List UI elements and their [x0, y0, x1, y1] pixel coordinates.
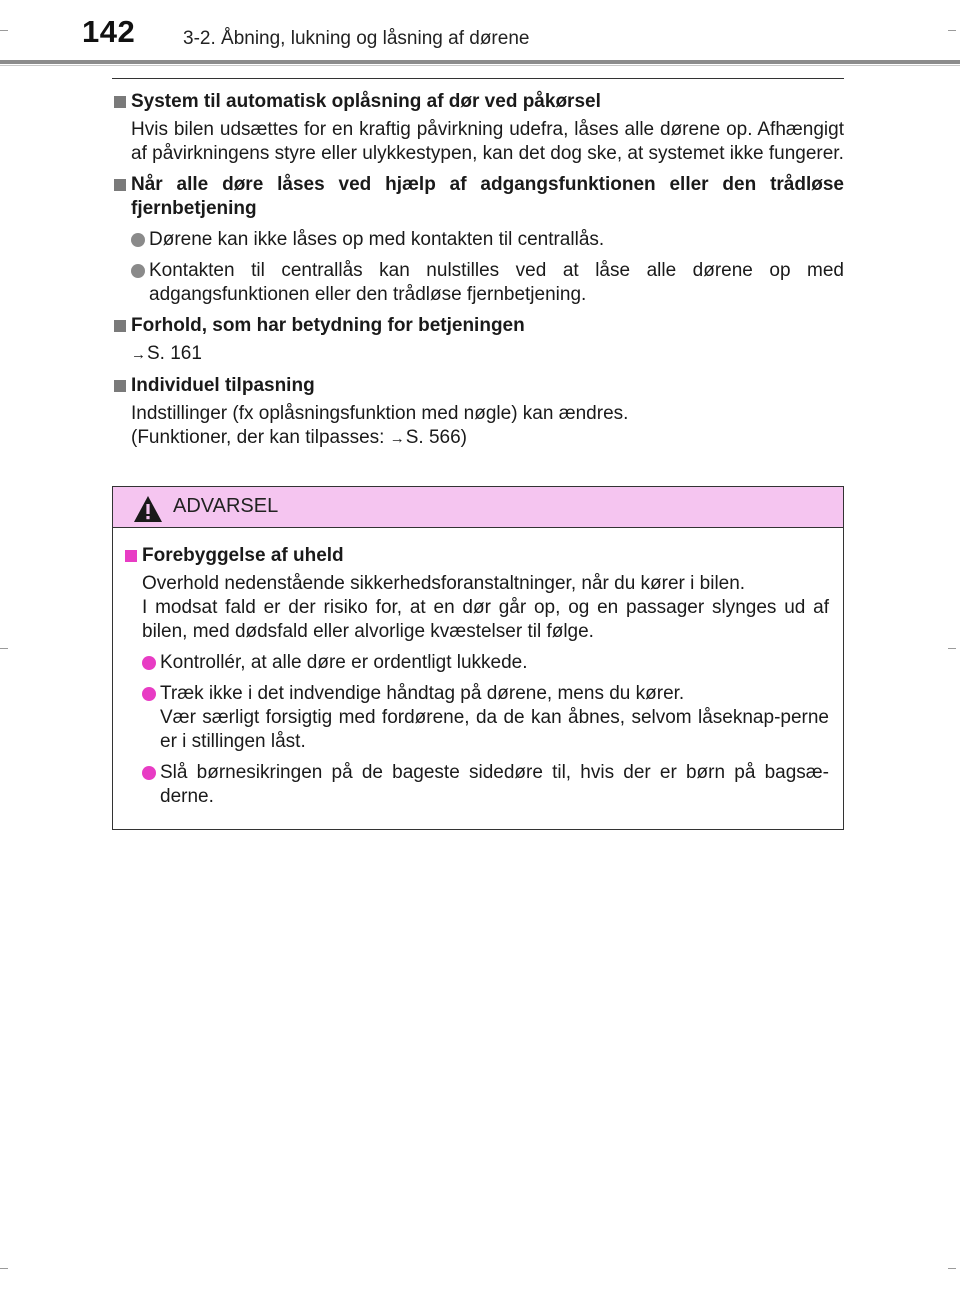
- list-item: [112, 228, 844, 252]
- warning-text-line: Overhold nedenstående sikkerhedsforanstaltninger, når du kører i bilen.: [142, 573, 746, 594]
- page-number: 142: [82, 14, 136, 49]
- page-header: [0, 0, 960, 66]
- square-bullet-icon: [114, 96, 126, 108]
- circle-bullet-icon: [142, 766, 156, 780]
- arrow-right-icon: →: [389, 430, 405, 447]
- section-lock-remote: [112, 173, 844, 307]
- page-reference-text[interactable]: S. 566): [405, 427, 468, 448]
- square-bullet-icon: [114, 179, 126, 191]
- section-heading: [112, 374, 844, 398]
- section-auto-unlock: [112, 90, 844, 166]
- section-conditions: [112, 314, 844, 367]
- warning-label: ADVARSEL: [173, 495, 279, 517]
- list-item-text: Vær særligt forsigtig med fordørene, da de kan åbnes, selvom låseknap-perne er i stillingen låst.: [160, 707, 829, 752]
- section-customization: [112, 374, 844, 451]
- section-heading: [112, 173, 844, 221]
- header-divider: [0, 60, 960, 64]
- crop-mark: [0, 30, 8, 31]
- header-divider-thin: [0, 65, 960, 66]
- circle-bullet-icon: [131, 264, 145, 278]
- section-body: [112, 402, 844, 451]
- crop-mark: [948, 1268, 956, 1269]
- page-reference[interactable]: [112, 342, 844, 367]
- square-bullet-icon: [114, 320, 126, 332]
- crop-mark: [948, 30, 956, 31]
- section-body: Hvis bilen udsættes for en kraftig påvirkning udefra, låses alle dørene op. Afhængigt af påvirkningens styre eller ulykkestypen, kan det dog ske, at systemet ikke fungerer.: [131, 119, 844, 164]
- section-heading-text: System til automatisk oplåsning af dør ved påkørsel: [131, 91, 601, 112]
- list-item-text: Træk ikke i det indvendige håndtag på dørene, mens du kører.: [160, 683, 685, 704]
- main-content: [112, 90, 844, 458]
- warning-body: [113, 528, 843, 809]
- list-item-text: Kontrollér, at alle døre er ordentligt lukkede.: [160, 652, 528, 673]
- warning-text-line: I modsat fald er der risiko for, at en dør går op, og en passager slynges ud af bilen, med dødsfald eller alvorlige kvæstelser til følge.: [142, 597, 829, 642]
- circle-bullet-icon: [142, 656, 156, 670]
- section-heading-text: Forhold, som har betydning for betjeningen: [131, 315, 525, 336]
- list-item: [123, 761, 829, 809]
- list-item-text: Kontakten til centrallås kan nulstilles ved at låse alle dørene op med adgangsfunktionen eller den trådløse fjernbetjening.: [149, 260, 844, 305]
- section-heading: [112, 90, 844, 114]
- section-body-text: (Funktioner, der kan tilpasses:: [131, 427, 390, 448]
- warning-heading: [123, 544, 829, 568]
- list-item-text: Dørene kan ikke låses op med kontakten til centrallås.: [149, 229, 605, 250]
- crop-mark: [0, 648, 8, 649]
- chapter-title: 3-2. Åbning, lukning og låsning af dørene: [183, 28, 530, 49]
- crop-mark: [948, 648, 956, 649]
- page-reference-text[interactable]: S. 161: [147, 343, 202, 364]
- circle-bullet-icon: [142, 687, 156, 701]
- square-bullet-icon: [125, 550, 137, 562]
- warning-box: [112, 486, 844, 830]
- circle-bullet-icon: [131, 233, 145, 247]
- warning-header: [113, 487, 843, 528]
- warning-heading-text: Forebyggelse af uheld: [142, 545, 344, 566]
- warning-text: [123, 572, 829, 644]
- section-heading: [112, 314, 844, 338]
- square-bullet-icon: [114, 380, 126, 392]
- list-item: [123, 651, 829, 675]
- list-item-text: Slå børnesikringen på de bageste sidedøre til, hvis der er børn på bagsæ-derne.: [160, 762, 829, 807]
- section-body-line: [131, 426, 844, 451]
- section-heading-text: Individuel tilpasning: [131, 375, 315, 396]
- crop-mark: [0, 1268, 8, 1269]
- section-heading-text: Når alle døre låses ved hjælp af adgangsfunktionen eller den trådløse fjernbetjening: [131, 174, 844, 219]
- list-item: [112, 259, 844, 307]
- content-top-rule: [112, 78, 844, 79]
- arrow-right-icon: →: [131, 346, 146, 363]
- warning-triangle-icon: [133, 495, 163, 523]
- list-item: [123, 682, 829, 754]
- section-body-line: Indstillinger (fx oplåsningsfunktion med nøgle) kan ændres.: [131, 403, 629, 424]
